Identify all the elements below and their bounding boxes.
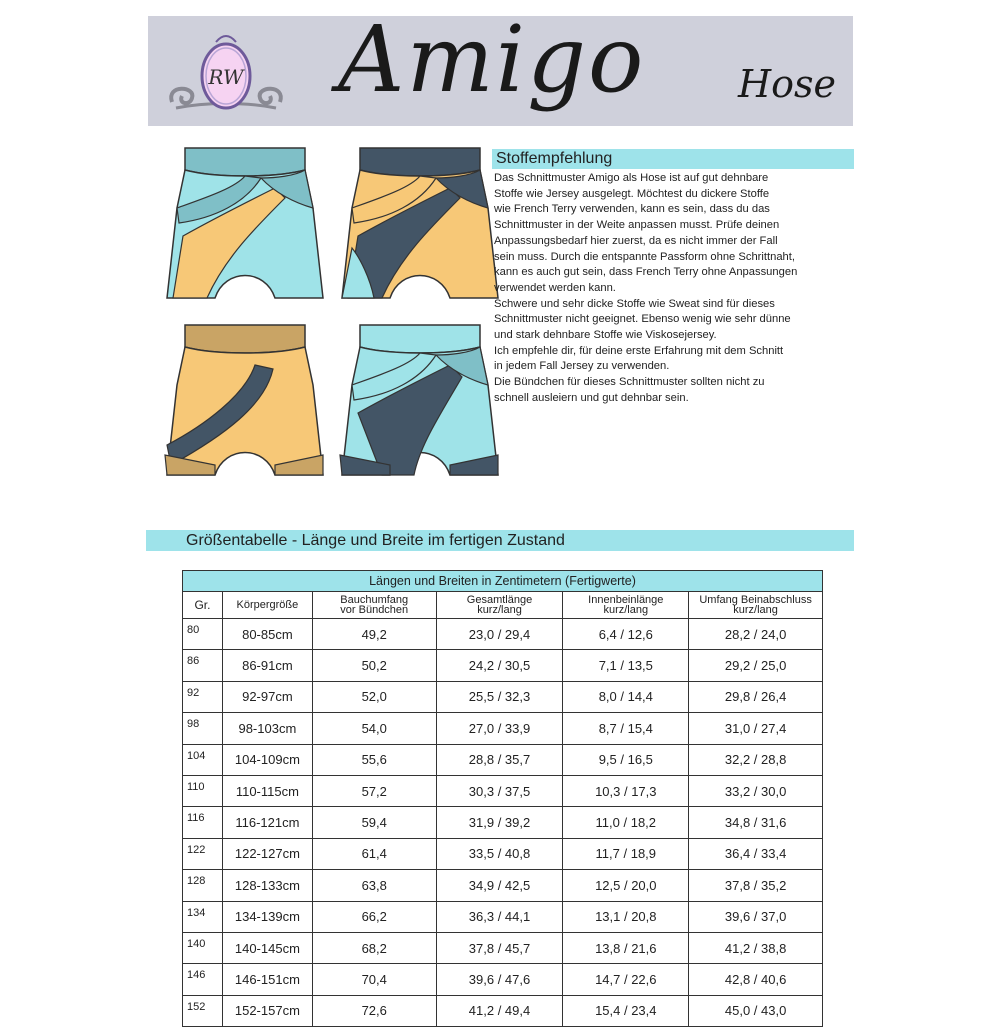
column-header-sublabel: kurz/lang [477, 604, 522, 616]
rw-logo [166, 24, 286, 124]
table-row [183, 964, 823, 995]
table-cell: 59,4 [312, 807, 436, 838]
text-line: Die Bündchen für dieses Schnittmuster sollten nicht zu [494, 376, 765, 389]
stoffempfehlung-text [494, 171, 854, 407]
table-cell: 110-115cm [222, 775, 312, 806]
table-cell: 134 [183, 901, 223, 932]
column-header-label: Bauchumfang [340, 594, 409, 606]
table-cell: 134-139cm [222, 901, 312, 932]
table-cell: 6,4 / 12,6 [563, 619, 689, 650]
table-cell: 86 [183, 650, 223, 681]
table-cell: 104-109cm [222, 744, 312, 775]
text-line: in jedem Fall Jersey zu verwenden. [494, 360, 670, 373]
text-line: Schwere und sehr dicke Stoffe wie Sweat sind für dieses [494, 297, 775, 310]
table-row [183, 807, 823, 838]
column-header-label: Innenbeinlänge [588, 594, 664, 606]
table-cell: 37,8 / 45,7 [436, 932, 563, 963]
table-cell: 152 [183, 995, 223, 1026]
table-cell: 34,9 / 42,5 [436, 870, 563, 901]
table-cell: 57,2 [312, 775, 436, 806]
table-cell: 31,0 / 27,4 [689, 713, 823, 744]
table-cell: 39,6 / 47,6 [436, 964, 563, 995]
table-cell: 110 [183, 775, 223, 806]
table-cell: 49,2 [312, 619, 436, 650]
table-cell: 14,7 / 22,6 [563, 964, 689, 995]
column-header [563, 592, 689, 619]
table-cell: 140-145cm [222, 932, 312, 963]
table-row [183, 838, 823, 869]
table-cell: 98-103cm [222, 713, 312, 744]
column-header-sublabel: vor Bündchen [340, 604, 409, 616]
table-cell: 128 [183, 870, 223, 901]
pants-illustration-3 [165, 325, 323, 475]
table-row [183, 619, 823, 650]
column-header [222, 592, 312, 619]
pants-illustration-2 [342, 148, 498, 298]
text-line: und stark dehnbare Stoffe wie Viskosejersey. [494, 329, 717, 342]
table-cell: 36,4 / 33,4 [689, 838, 823, 869]
table-cell: 61,4 [312, 838, 436, 869]
table-cell: 32,2 / 28,8 [689, 744, 823, 775]
table-cell: 29,8 / 26,4 [689, 681, 823, 712]
table-cell: 12,5 / 20,0 [563, 870, 689, 901]
column-header-label: Körpergröße [236, 599, 299, 611]
text-line: Schnittmuster nicht geeignet. Ebenso wenig wie sehr dünne [494, 313, 791, 326]
table-row [183, 744, 823, 775]
table-cell: 33,2 / 30,0 [689, 775, 823, 806]
table-cell: 116 [183, 807, 223, 838]
table-cell: 29,2 / 25,0 [689, 650, 823, 681]
text-line: Das Schnittmuster Amigo als Hose ist auf gut dehnbare [494, 172, 769, 184]
table-row [183, 650, 823, 681]
table-cell: 98 [183, 713, 223, 744]
column-header-label: Gesamtlänge [466, 594, 533, 606]
table-cell: 63,8 [312, 870, 436, 901]
pants-illustration-4 [340, 325, 498, 475]
svg-text:RW: RW [208, 65, 244, 89]
title-amigo: Amigo [338, 6, 646, 113]
table-cell: 146-151cm [222, 964, 312, 995]
table-cell: 72,6 [312, 995, 436, 1026]
column-header-sublabel: kurz/lang [733, 604, 778, 616]
size-table [182, 570, 823, 1027]
table-cell: 8,7 / 15,4 [563, 713, 689, 744]
table-cell: 122 [183, 838, 223, 869]
table-body [183, 619, 823, 1027]
column-header [312, 592, 436, 619]
table-cell: 52,0 [312, 681, 436, 712]
table-cell: 36,3 / 44,1 [436, 901, 563, 932]
table-row [183, 681, 823, 712]
table-cell: 25,5 / 32,3 [436, 681, 563, 712]
column-header-label: Umfang Beinabschluss [699, 594, 812, 606]
table-cell: 70,4 [312, 964, 436, 995]
table-row [183, 713, 823, 744]
column-header-label: Gr. [194, 598, 211, 612]
table-cell: 152-157cm [222, 995, 312, 1026]
column-header [689, 592, 823, 619]
table-cell: 41,2 / 38,8 [689, 932, 823, 963]
table-cell: 45,0 / 43,0 [689, 995, 823, 1026]
text-line: Anpassungsbedarf hier zuerst, da es nicht immer der Fall [494, 234, 778, 247]
table-cell: 10,3 / 17,3 [563, 775, 689, 806]
text-line: kann es auch gut sein, dass French Terry ohne Anpassungen [494, 266, 798, 279]
table-header-row [183, 592, 823, 619]
table-cell: 23,0 / 29,4 [436, 619, 563, 650]
column-header-sublabel: kurz/lang [603, 604, 649, 616]
header-banner [148, 6, 853, 126]
table-cell: 116-121cm [222, 807, 312, 838]
table-cell: 55,6 [312, 744, 436, 775]
table-cell: 50,2 [312, 650, 436, 681]
stoffempfehlung-heading: Stoffempfehlung [492, 149, 854, 169]
table-cell: 140 [183, 932, 223, 963]
table-cell: 11,7 / 18,9 [563, 838, 689, 869]
table-cell: 146 [183, 964, 223, 995]
table-cell: 39,6 / 37,0 [689, 901, 823, 932]
text-line: Stoffe wie Jersey ausgelegt. Möchtest du dickere Stoffe [494, 187, 770, 200]
column-header [183, 592, 223, 619]
table-cell: 92-97cm [222, 681, 312, 712]
table-cell: 15,4 / 23,4 [563, 995, 689, 1026]
table-cell: 66,2 [312, 901, 436, 932]
table-cell: 92 [183, 681, 223, 712]
table-cell: 9,5 / 16,5 [563, 744, 689, 775]
table-row [183, 870, 823, 901]
table-cell: 13,1 / 20,8 [563, 901, 689, 932]
table-row [183, 932, 823, 963]
table-caption: Längen und Breiten in Zentimetern (Fertigwerte) [183, 571, 823, 592]
table-cell: 128-133cm [222, 870, 312, 901]
table-cell: 54,0 [312, 713, 436, 744]
text-line: Ich empfehle dir, für deine erste Erfahrung mit dem Schnitt [494, 344, 784, 357]
table-cell: 86-91cm [222, 650, 312, 681]
table-row [183, 775, 823, 806]
table-cell: 80-85cm [222, 619, 312, 650]
column-header [436, 592, 563, 619]
table-cell: 31,9 / 39,2 [436, 807, 563, 838]
table-cell: 122-127cm [222, 838, 312, 869]
text-line: wie French Terry verwenden, kann es sein, dass du das [494, 203, 770, 216]
subtitle-hose: Hose [738, 62, 837, 106]
table-cell: 68,2 [312, 932, 436, 963]
table-cell: 13,8 / 21,6 [563, 932, 689, 963]
pants-illustrations [155, 140, 500, 495]
table-cell: 37,8 / 35,2 [689, 870, 823, 901]
table-cell: 28,8 / 35,7 [436, 744, 563, 775]
table-row [183, 901, 823, 932]
text-line: sein muss. Durch die entspannte Passform ohne Schrittnaht, [494, 250, 795, 263]
table-cell: 80 [183, 619, 223, 650]
table-cell: 30,3 / 37,5 [436, 775, 563, 806]
table-cell: 28,2 / 24,0 [689, 619, 823, 650]
text-line: verwendet werden kann. [494, 281, 616, 294]
groessentabelle-heading: Größentabelle - Länge und Breite im fertigen Zustand [146, 530, 854, 551]
table-cell: 42,8 / 40,6 [689, 964, 823, 995]
table-cell: 11,0 / 18,2 [563, 807, 689, 838]
table-cell: 33,5 / 40,8 [436, 838, 563, 869]
table-cell: 8,0 / 14,4 [563, 681, 689, 712]
table-cell: 41,2 / 49,4 [436, 995, 563, 1026]
table-cell: 7,1 / 13,5 [563, 650, 689, 681]
pants-illustration-1 [167, 148, 323, 298]
text-line: Schnittmuster in der Weite anpassen musst. Prüfe deinen [494, 219, 780, 232]
table-cell: 24,2 / 30,5 [436, 650, 563, 681]
table-cell: 34,8 / 31,6 [689, 807, 823, 838]
table-cell: 104 [183, 744, 223, 775]
text-line: schnell ausleiern und gut dehnbar sein. [494, 391, 689, 404]
table-cell: 27,0 / 33,9 [436, 713, 563, 744]
